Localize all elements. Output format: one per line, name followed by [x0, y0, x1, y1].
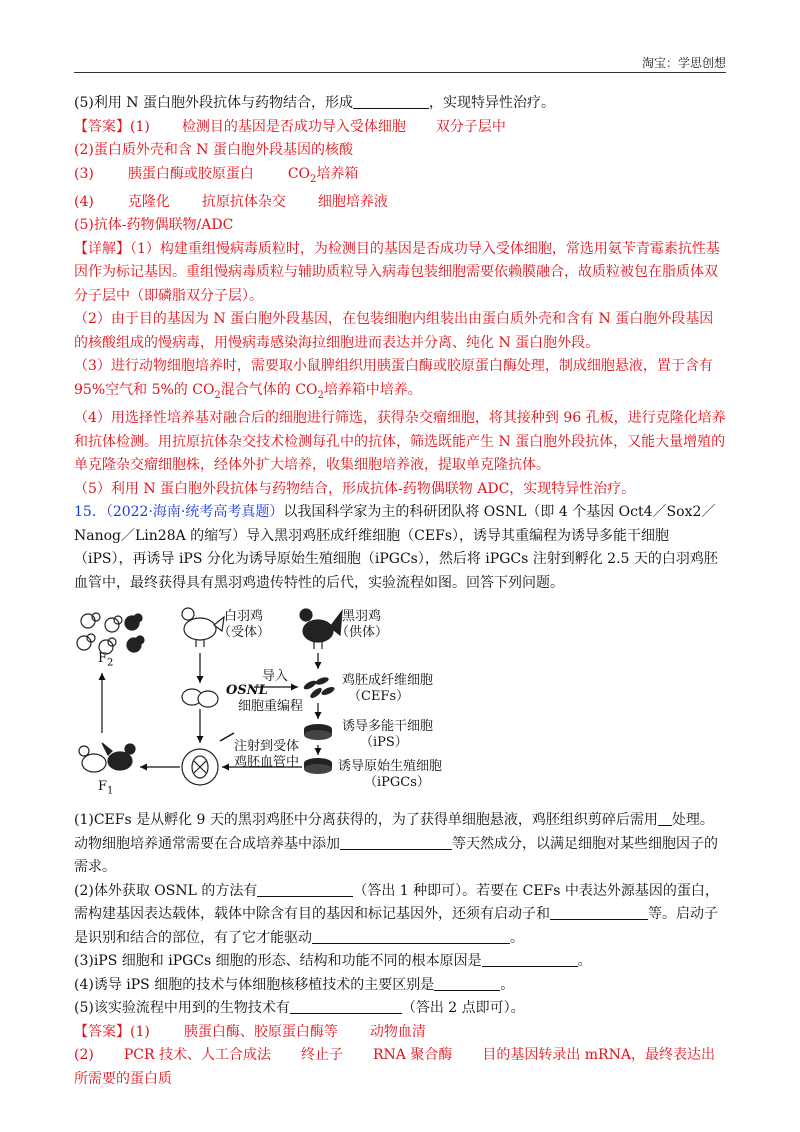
ipgcs-dish-icon	[304, 758, 332, 774]
q15-part2-d: 。	[510, 929, 524, 946]
q15-part2-blank2	[550, 905, 648, 920]
white-eggs-icon	[182, 689, 218, 707]
q14-answer-line1	[74, 116, 726, 140]
q15-part1-blank2	[340, 835, 452, 850]
q15-source-link[interactable]: （2022·海南·统考高考真题）	[105, 504, 284, 521]
q14-detail-3d: 混合气体的 CO	[220, 381, 318, 398]
fig-reprogram-label: 细胞重编程	[238, 699, 304, 715]
q15-answer-line1	[74, 1021, 726, 1045]
q14-detail-5: （5）利用 N 蛋白胞外段抗体与药物结合，形成抗体-药物偶联物 ADC，实现特异性治疗。	[74, 480, 636, 497]
q15-part5-a: (5)该实验流程中用到的生物技术有	[74, 1000, 290, 1017]
q15-part5	[74, 997, 726, 1021]
q14-answer-4b: 抗原抗体杂交	[201, 193, 286, 210]
fig-donor-label: （供体）	[336, 625, 389, 641]
q15-part2-a: (2)体外获取 OSNL 的方法有	[74, 882, 258, 899]
fig-ips-name: 诱导多能干细胞	[342, 719, 434, 735]
q15-answer-1a: 胰蛋白酶、胶原蛋白酶等	[183, 1023, 338, 1040]
q14-answer-1-num: (1)	[130, 118, 150, 135]
q15-part1-a: (1)CEFs 是从孵化 9 天的黑羽鸡胚中分离获得的，为了获得单细胞悬液，鸡胚组织剪碎后需用	[74, 812, 658, 829]
fig-import-label: 导入	[262, 669, 289, 685]
q15-answer-line2b: 所需要的蛋白质	[74, 1070, 172, 1087]
q14-answer-4a: 克隆化	[127, 193, 170, 210]
fig-inject-label-2: 鸡胚血管中	[234, 755, 300, 771]
q14-detail-2: （2）由于目的基因为 N 蛋白胞外段基因，在包装细胞内组装出由蛋白质外壳和含有 N 蛋白胞外段基因的核酸组成的慢病毒，用慢病毒感染海拉细胞进而表达并分离、纯化 N 蛋白胞外段。	[74, 311, 714, 351]
q14-answer-3b-co: CO	[287, 165, 311, 182]
embryo-egg-icon	[182, 749, 218, 785]
q14-answer-3b-sub: 2	[310, 173, 317, 185]
q15-flow-figure	[74, 603, 474, 803]
q15-part5-b: （答出 2 点即可）。	[401, 1000, 525, 1017]
q15-answer-2b: 终止子	[300, 1047, 343, 1064]
q15-part5-blank	[290, 999, 402, 1014]
q15-answer-2-num: (2)	[74, 1047, 94, 1064]
q15-part2-blank1	[257, 882, 353, 897]
q15-part2-c: 等。启动子是识别和结合的部位，有了它才能驱动	[74, 906, 718, 946]
fig-ipgcs-abbr: （iPGCs）	[364, 775, 430, 791]
q14-detail-3a: （3）进行动物细胞培养时，需要取小鼠脾组织用胰蛋白酶或胶原蛋白酶处理，制成细胞悬液，置于含有	[74, 358, 713, 375]
q15-part1-blank1	[658, 811, 672, 826]
q14-answer-line3	[74, 163, 726, 191]
q15-part1-c: 等天然成分，以满足细胞对某些细胞因子的需求。	[74, 835, 718, 876]
q14-answer-3a: 胰蛋白酶或胶原蛋白	[127, 165, 254, 182]
q14-detail-3e: 2	[317, 389, 324, 401]
fig-white-chicken-label: 白羽鸡	[224, 609, 264, 625]
fig-f2-label: $F_2$	[98, 651, 114, 669]
q14-answer-3b-tail: 培养箱	[316, 165, 359, 182]
q14-answer-1a: 检测目的基因是否成功导入受体细胞	[181, 118, 406, 135]
q14-part5-tail: ，实现特异性治疗。	[428, 95, 555, 111]
q15-number: 15．	[74, 504, 106, 521]
q14-detail-3c: 2	[214, 389, 221, 401]
q15-part3-a: (3)iPS 细胞和 iPGCs 细胞的形态、结构和功能不同的根本原因是	[74, 953, 482, 970]
q14-detail-tag: 【详解】	[74, 240, 130, 257]
q14-detail-1-text: （1）构建重组慢病毒质粒时，为检测目的基因是否成功导入受体细胞，常选用氨苄青霉素抗性基因作为标记基因。重组慢病毒质粒与辅助质粒导入病毒包装细胞需要依赖膜融合，故质粒被包在脂质体双分子层中（即磷脂双分子层）。	[74, 240, 720, 304]
q15-part4-a: (4)诱导 iPS 细胞的技术与体细胞核移植技术的主要区别是	[74, 976, 435, 993]
q14-answer-line2: (2)蛋白质外壳和含 N 蛋白胞外段基因的核酸	[74, 142, 353, 158]
f1-chickens-icon	[79, 743, 135, 772]
fig-ipgcs-name: 诱导原始生殖细胞	[338, 759, 443, 775]
q15-part1	[74, 809, 726, 880]
q15-stem-text: 以我国科学家为主的科研团队将 OSNL（即 4 个基因 Oct4／Sox2／Nanog／Lin28A 的缩写）导入黑羽鸡胚成纤维细胞（CEFs），诱导其重编程为诱导多能干细胞（iPS），再诱导 iPS 分化为诱导原始生殖细胞（iPGCs），然后将 iPGCs 注射到孵化 2.5 天的白羽鸡胚血管中，最终获得具有黑羽鸡遗传特性的后代，实验流程如图。回答下列问题。	[74, 504, 718, 591]
q14-answer-1b: 双分子层中	[435, 118, 506, 135]
q15-answer-2a: PCR 技术、人工合成法	[123, 1047, 271, 1064]
q14-detail-4: （4）用选择性培养基对融合后的细胞进行筛选，获得杂交瘤细胞，将其接种到 96 孔板，进行克隆化培养和抗体检测。用抗原抗体杂交技术检测每孔中的抗体，筛选既能产生 N 蛋白胞外段抗体，又能大量增殖的单克隆杂交瘤细胞株，经体外扩大培养，收集细胞培养液，提取单克隆抗体。	[74, 410, 726, 474]
fig-black-chicken-label: 黑羽鸡	[342, 609, 382, 625]
q15-answer-1b: 动物血清	[369, 1023, 426, 1040]
fig-recipient-label: （受体）	[218, 625, 271, 641]
fig-cefs-abbr: （CEFs）	[348, 689, 410, 705]
fig-ips-abbr: （iPS）	[360, 735, 408, 751]
fig-osnl-label: OSNL	[226, 683, 268, 699]
cefs-cells-icon	[302, 676, 335, 700]
q15-answer-line2	[74, 1044, 726, 1068]
fig-inject-label-1: 注射到受体	[234, 739, 300, 755]
ips-dish-icon	[304, 724, 332, 740]
q15-part3	[74, 950, 726, 974]
q14-detail-3b: 95%空气和 5%的 CO	[74, 381, 215, 398]
q14-answer-tag: 【答案】	[74, 118, 130, 135]
q14-answer-4c: 细胞培养液	[317, 193, 388, 210]
header-site-label: 淘宝：学思创想	[641, 56, 726, 70]
q15-answer-tag: 【答案】	[74, 1023, 130, 1040]
q15-answer-2c: RNA 聚合酶	[372, 1047, 453, 1064]
q14-detail-1	[74, 238, 726, 309]
fig-cefs-name: 鸡胚成纤维细胞	[342, 673, 434, 689]
q15-part3-b: 。	[577, 953, 592, 970]
q14-answer-line5: (5)抗体-药物偶联物/ADC	[74, 217, 234, 234]
header-rule	[74, 72, 726, 73]
q15-part4-b: 。	[500, 976, 515, 993]
q15-part4	[74, 974, 726, 998]
q15-stem	[74, 501, 726, 595]
q14-answer-line4	[74, 191, 726, 215]
q15-answer-1-num: (1)	[130, 1023, 150, 1040]
q14-detail-3	[74, 355, 726, 407]
q14-answer-3-num: (3)	[74, 165, 94, 182]
q15-part3-blank	[482, 952, 578, 967]
page-content	[74, 92, 726, 1091]
q15-answer-2d: 目的基因转录出 mRNA，最终表达出	[482, 1047, 715, 1064]
q14-part5	[74, 92, 726, 116]
injection-needle-icon	[220, 733, 234, 741]
q15-part2	[74, 880, 726, 951]
q14-part5-text: (5)利用 N 蛋白胞外段抗体与药物结合，形成	[74, 95, 353, 111]
q14-detail-3f: 培养箱中培养。	[323, 381, 422, 398]
q15-part1-b: 处理。动物细胞培养通常需要在合成培养基中添加	[74, 812, 714, 852]
q14-answer-4-num: (4)	[74, 193, 94, 210]
f2-chicks-icon	[77, 613, 144, 654]
q15-part4-blank	[434, 976, 500, 991]
q15-part2-blank3	[312, 929, 510, 944]
q14-part5-blank	[353, 94, 429, 109]
fig-f1-label: $F_1$	[98, 779, 114, 797]
q15-part2-b: （答出 1 种即可）。若要在 CEFs 中表达外源基因的蛋白，需构建基因表达载体，载体中除含有目的基因和标记基因外，还须有启动子和	[74, 882, 719, 923]
